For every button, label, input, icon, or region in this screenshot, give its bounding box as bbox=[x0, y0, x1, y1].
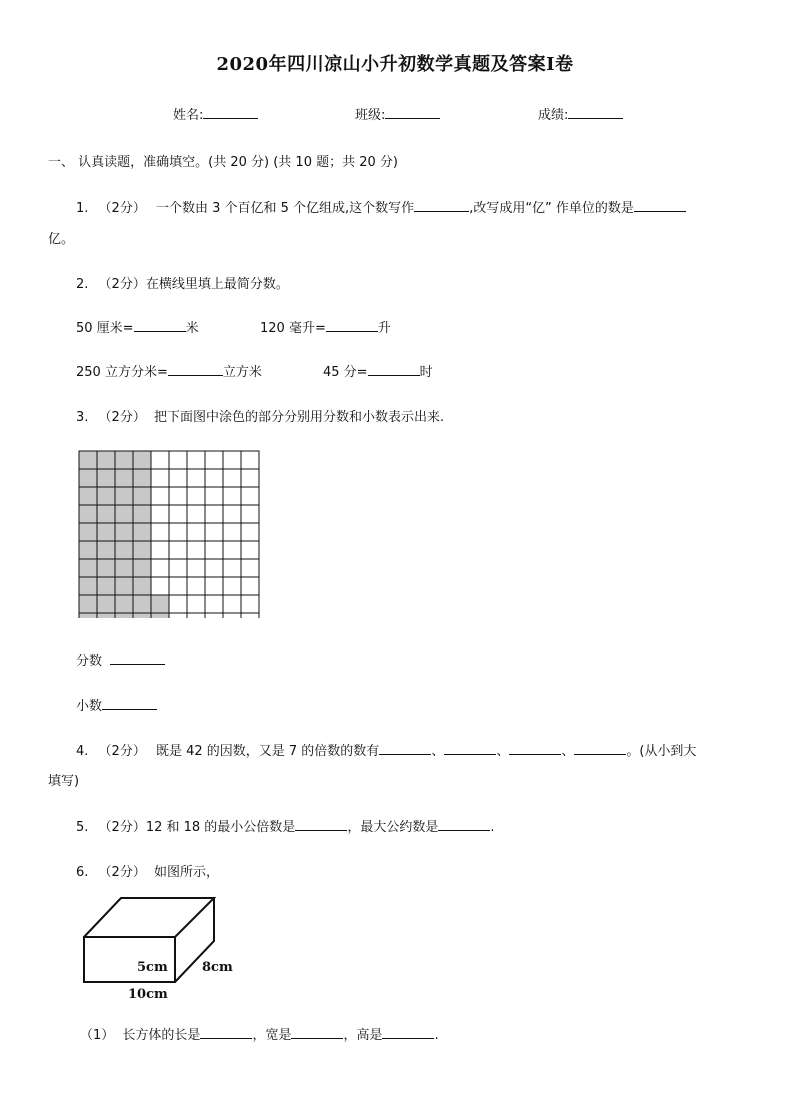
grid-cell bbox=[187, 595, 205, 613]
q1-points: （2分） bbox=[98, 201, 146, 216]
q4-sep-3: 、 bbox=[561, 744, 575, 759]
score-blank[interactable] bbox=[568, 106, 623, 119]
q3-text: 把下面图中涂色的部分分别用分数和小数表示出来. bbox=[153, 410, 445, 425]
grid-cell-shaded bbox=[133, 595, 151, 613]
grid-cell bbox=[223, 559, 241, 577]
grid-cell bbox=[241, 505, 259, 523]
q3-number: 3. bbox=[76, 410, 89, 425]
q6-sub1-blank-1[interactable] bbox=[200, 1026, 252, 1039]
q2-points: （2分） bbox=[98, 277, 146, 292]
q2-row1-b-unit: 升 bbox=[377, 321, 391, 336]
q1-blank-1[interactable] bbox=[414, 199, 469, 212]
grid-cell-shaded bbox=[97, 451, 115, 469]
grid-cell-shaded bbox=[133, 541, 151, 559]
q4-end: 。(从小到大 bbox=[626, 744, 697, 759]
grid-cell bbox=[241, 595, 259, 613]
grid-cell bbox=[223, 505, 241, 523]
grid-cell bbox=[169, 505, 187, 523]
grid-cell bbox=[241, 559, 259, 577]
q3-fraction bbox=[76, 650, 165, 669]
grid-cell bbox=[223, 595, 241, 613]
grid-cell bbox=[205, 469, 223, 487]
question-4 bbox=[76, 740, 696, 759]
grid-cell-shaded bbox=[79, 577, 97, 595]
grid-cell-shaded bbox=[97, 613, 115, 618]
grid-cell-shaded bbox=[79, 523, 97, 541]
q2-text: 在横线里填上最简分数。 bbox=[145, 277, 289, 292]
grid-cell-shaded bbox=[97, 595, 115, 613]
question-5 bbox=[76, 816, 494, 835]
q3-decimal-blank[interactable] bbox=[102, 697, 157, 710]
q4-blank-2[interactable] bbox=[444, 742, 496, 755]
grid-cell bbox=[241, 577, 259, 595]
grid-cell-shaded bbox=[79, 451, 97, 469]
grid-cell-shaded bbox=[115, 595, 133, 613]
grid-cell bbox=[205, 613, 223, 618]
grid-cell-shaded bbox=[79, 469, 97, 487]
q3-fraction-blank[interactable] bbox=[110, 652, 165, 665]
grid-cell-shaded bbox=[97, 469, 115, 487]
grid-cell bbox=[151, 541, 169, 559]
grid-cell bbox=[169, 559, 187, 577]
grid-cell bbox=[187, 523, 205, 541]
q2-row1-b-left: 120 毫升= bbox=[260, 321, 326, 336]
grid-cell bbox=[205, 487, 223, 505]
grid-cell bbox=[169, 523, 187, 541]
grid-cell-shaded bbox=[79, 559, 97, 577]
grid-cell-shaded bbox=[151, 595, 169, 613]
grid-cell bbox=[169, 451, 187, 469]
grid-cell-shaded bbox=[97, 505, 115, 523]
grid-cell bbox=[151, 487, 169, 505]
length-label: 10cm bbox=[128, 987, 168, 1002]
grid-cell bbox=[187, 469, 205, 487]
grid-cell-shaded bbox=[133, 613, 151, 618]
q6-text: 如图所示， bbox=[153, 865, 219, 880]
cuboid-figure bbox=[78, 892, 248, 1004]
grid-cell bbox=[205, 505, 223, 523]
grid-cell-shaded bbox=[115, 487, 133, 505]
q2-number: 2. bbox=[76, 277, 89, 292]
grid-cell bbox=[205, 523, 223, 541]
grid-cell bbox=[205, 451, 223, 469]
grid-cell bbox=[223, 613, 241, 618]
class-field bbox=[355, 104, 440, 123]
q6-sub1-text-c: ，高是 bbox=[343, 1028, 383, 1043]
q3-points: （2分） bbox=[98, 410, 146, 425]
grid-cell bbox=[151, 523, 169, 541]
grid-cell bbox=[187, 505, 205, 523]
q6-number: 6. bbox=[76, 865, 89, 880]
q2-row2-b-unit: 时 bbox=[419, 365, 433, 380]
q2-row2-a-left: 250 立方分米= bbox=[76, 365, 168, 380]
grid-cell-shaded bbox=[133, 451, 151, 469]
grid-cell-shaded bbox=[79, 613, 97, 618]
question-6 bbox=[76, 861, 219, 880]
grid-cell-shaded bbox=[97, 487, 115, 505]
grid-cell bbox=[151, 469, 169, 487]
grid-cell bbox=[187, 613, 205, 618]
score-label: 成绩: bbox=[538, 108, 569, 123]
page-title: 2020年四川凉山小升初数学真题及答案Ⅰ卷 bbox=[216, 54, 574, 75]
grid-cell bbox=[223, 451, 241, 469]
q6-points: （2分） bbox=[98, 865, 146, 880]
grid-cell bbox=[205, 541, 223, 559]
grid-cell bbox=[205, 559, 223, 577]
grid-cell bbox=[241, 613, 259, 618]
q6-sub1-end: . bbox=[434, 1028, 439, 1043]
grid-cell-shaded bbox=[115, 505, 133, 523]
grid-cell-shaded bbox=[79, 541, 97, 559]
q2-blank-4[interactable] bbox=[368, 363, 420, 376]
q5-text-a: 12 和 18 的最小公倍数是 bbox=[145, 820, 296, 835]
q2-blank-3[interactable] bbox=[168, 363, 223, 376]
class-label: 班级: bbox=[355, 108, 386, 123]
q4-sep-2: 、 bbox=[496, 744, 510, 759]
grid-cell bbox=[169, 487, 187, 505]
q2-row1-a-left: 50 厘米= bbox=[76, 321, 134, 336]
q5-points: （2分） bbox=[98, 820, 146, 835]
grid-cell-shaded bbox=[115, 451, 133, 469]
q1-number: 1. bbox=[76, 201, 89, 216]
q4-text-a: 既是 42 的因数，又是 7 的倍数的数有 bbox=[155, 744, 380, 759]
grid-cell-shaded bbox=[133, 487, 151, 505]
q6-sub1-number: （1） bbox=[80, 1028, 115, 1043]
grid-cell bbox=[241, 451, 259, 469]
q2-row2-b bbox=[323, 361, 433, 380]
grid-cell bbox=[241, 469, 259, 487]
grid-cell-shaded bbox=[133, 523, 151, 541]
q2-row2-a bbox=[76, 361, 262, 380]
grid-cell bbox=[223, 541, 241, 559]
grid-cell-shaded bbox=[133, 559, 151, 577]
section1-heading: 一、 认真读题，准确填空。(共 20 分) (共 10 题；共 20 分) bbox=[48, 155, 398, 170]
grid-cell bbox=[187, 487, 205, 505]
q2-blank-2[interactable] bbox=[326, 319, 378, 332]
name-label: 姓名: bbox=[173, 108, 204, 123]
q4-blank-4[interactable] bbox=[574, 742, 626, 755]
grid-cell bbox=[151, 559, 169, 577]
grid-cell-shaded bbox=[79, 487, 97, 505]
name-blank[interactable] bbox=[203, 106, 258, 119]
question-3 bbox=[76, 406, 444, 425]
grid-cell bbox=[169, 541, 187, 559]
q6-sub1-text-b: ，宽是 bbox=[252, 1028, 292, 1043]
q2-row1-b bbox=[260, 317, 391, 336]
class-blank[interactable] bbox=[385, 106, 440, 119]
q4-blank-3[interactable] bbox=[509, 742, 561, 755]
q3-decimal-label: 小数 bbox=[76, 699, 103, 714]
grid-cell-shaded bbox=[133, 469, 151, 487]
grid-cell bbox=[169, 469, 187, 487]
grid-cell bbox=[241, 523, 259, 541]
grid-cell bbox=[151, 577, 169, 595]
q6-sub-1 bbox=[80, 1024, 439, 1043]
q5-blank-2[interactable] bbox=[438, 818, 490, 831]
grid-cell bbox=[187, 559, 205, 577]
q3-decimal bbox=[76, 695, 157, 714]
depth-label: 8cm bbox=[202, 960, 233, 975]
q2-row2-a-unit: 立方米 bbox=[222, 365, 262, 380]
grid-cell bbox=[187, 577, 205, 595]
q2-row1-a bbox=[76, 317, 199, 336]
height-label: 5cm bbox=[137, 960, 168, 975]
score-field bbox=[538, 104, 623, 123]
grid-cell bbox=[151, 451, 169, 469]
q2-row2-b-left: 45 分= bbox=[323, 365, 368, 380]
grid-cell-shaded bbox=[115, 613, 133, 618]
cuboid-top-face bbox=[84, 898, 214, 937]
grid-cell-shaded bbox=[115, 523, 133, 541]
q3-fraction-label: 分数 bbox=[76, 654, 103, 669]
grid-cell bbox=[223, 469, 241, 487]
grid-cell-shaded bbox=[115, 577, 133, 595]
q4-points: （2分） bbox=[98, 744, 146, 759]
grid-cell-shaded bbox=[133, 577, 151, 595]
q4-blank-1[interactable] bbox=[379, 742, 431, 755]
grid-cell bbox=[169, 613, 187, 618]
grid-cell-shaded bbox=[79, 595, 97, 613]
q4-sep-1: 、 bbox=[431, 744, 445, 759]
grid-cell bbox=[223, 487, 241, 505]
grid-cell bbox=[205, 577, 223, 595]
grid-cell bbox=[205, 595, 223, 613]
q5-number: 5. bbox=[76, 820, 89, 835]
q2-row1-a-unit: 米 bbox=[185, 321, 199, 336]
q5-text-b: ，最大公约数是 bbox=[347, 820, 439, 835]
q5-blank-1[interactable] bbox=[295, 818, 347, 831]
q1-text-c: 亿。 bbox=[48, 232, 75, 247]
question-2 bbox=[76, 273, 289, 292]
grid-cell-shaded bbox=[133, 505, 151, 523]
hundred-grid-figure bbox=[78, 450, 260, 618]
q2-blank-1[interactable] bbox=[134, 319, 186, 332]
name-field bbox=[173, 104, 258, 123]
question-1 bbox=[76, 197, 686, 216]
grid-cell-shaded bbox=[151, 613, 169, 618]
q4-text-b: 填写) bbox=[48, 774, 80, 789]
q1-text-b: ,改写成用“亿” 作单位的数是 bbox=[469, 201, 634, 216]
grid-cell bbox=[187, 451, 205, 469]
grid-cell-shaded bbox=[79, 505, 97, 523]
q6-sub1-text-a: 长方体的长是 bbox=[122, 1028, 201, 1043]
q5-end: . bbox=[490, 820, 495, 835]
grid-cell bbox=[151, 505, 169, 523]
grid-cell bbox=[187, 541, 205, 559]
grid-cell bbox=[223, 523, 241, 541]
q6-sub1-blank-2[interactable] bbox=[291, 1026, 343, 1039]
grid-cell-shaded bbox=[97, 541, 115, 559]
grid-cell bbox=[241, 541, 259, 559]
grid-cell-shaded bbox=[97, 577, 115, 595]
grid-cell bbox=[169, 595, 187, 613]
grid-cell bbox=[241, 487, 259, 505]
q1-blank-2[interactable] bbox=[634, 199, 686, 212]
grid-cell-shaded bbox=[115, 469, 133, 487]
grid-cell-shaded bbox=[97, 559, 115, 577]
grid-cell bbox=[223, 577, 241, 595]
grid-cell bbox=[169, 577, 187, 595]
q1-text-a: 一个数由 3 个百亿和 5 个亿组成,这个数写作 bbox=[155, 201, 415, 216]
q4-number: 4. bbox=[76, 744, 89, 759]
q6-sub1-blank-3[interactable] bbox=[382, 1026, 434, 1039]
grid-cell-shaded bbox=[115, 559, 133, 577]
grid-cell-shaded bbox=[97, 523, 115, 541]
grid-cell-shaded bbox=[115, 541, 133, 559]
